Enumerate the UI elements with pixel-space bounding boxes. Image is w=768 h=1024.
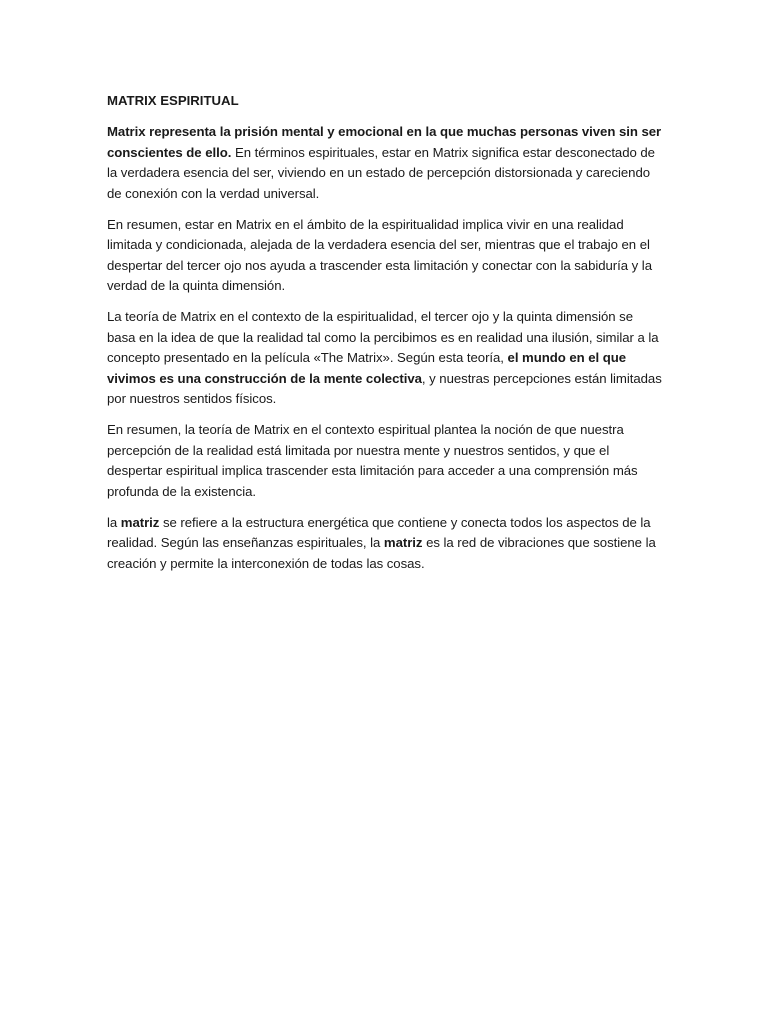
paragraph-2: [107, 215, 663, 297]
paragraph-4-text: En resumen, la teoría de Matrix en el contexto espiritual plantea la noción de que nuestra percepción de la realidad está limitada por nuestra mente y nuestros sentidos, y que el despertar espiritual implica trascender esta limitación para acceder a una comprensión más profunda de la existencia.: [107, 422, 638, 499]
paragraph-3-text-after: , y nuestras percepciones están limitadas por nuestros sentidos físicos.: [107, 370, 662, 406]
paragraph-3-bold: el mundo en el que vivimos es una construcción de la mente colectiva: [107, 350, 627, 386]
paragraph-1: [107, 122, 663, 204]
paragraph-1-text: En términos espirituales, estar en Matrix significa estar desconectado de la verdadera esencia del ser, viviendo en un estado de percepción distorsionada y careciendo de conexión con la verdad universal.: [107, 144, 655, 201]
paragraph-5: [107, 513, 663, 575]
paragraph-4: [107, 420, 663, 502]
paragraph-5-text-1: la: [107, 514, 121, 530]
paragraph-5-text-3: es la red de vibraciones que sostiene la creación y permite la interconexión de todas las cosas.: [107, 535, 656, 571]
paragraph-1-bold-lead: Matrix representa la prisión mental y emocional en la que muchas personas viven sin ser conscientes de ello.: [107, 124, 662, 160]
document-body: [107, 91, 663, 585]
paragraph-3-text-before: La teoría de Matrix en el contexto de la espiritualidad, el tercer ojo y la quinta dimensión se basa en la idea de que la realidad tal como la percibimos es en realidad una ilusión, similar a la concepto presentado en la película «The Matrix». Según esta teoría,: [107, 309, 659, 365]
paragraph-3: [107, 307, 663, 410]
document-title: MATRIX ESPIRITUAL: [107, 93, 239, 108]
paragraph-5-text-2: se refiere a la estructura energética que contiene y conecta todos los aspectos de la realidad. Según las enseñanzas espirituales, la: [107, 514, 651, 550]
paragraph-2-text: En resumen, estar en Matrix en el ámbito de la espiritualidad implica vivir en una realidad limitada y condicionada, alejada de la verdadera esencia del ser, mientras que el trabajo en el despertar del tercer ojo nos ayuda a trascender esta limitación y conectar con la sabiduría y la verdad de la quinta dimensión.: [107, 216, 652, 293]
paragraph-5-bold-1: matriz: [120, 514, 160, 530]
paragraph-5-bold-2: matriz: [383, 535, 423, 550]
